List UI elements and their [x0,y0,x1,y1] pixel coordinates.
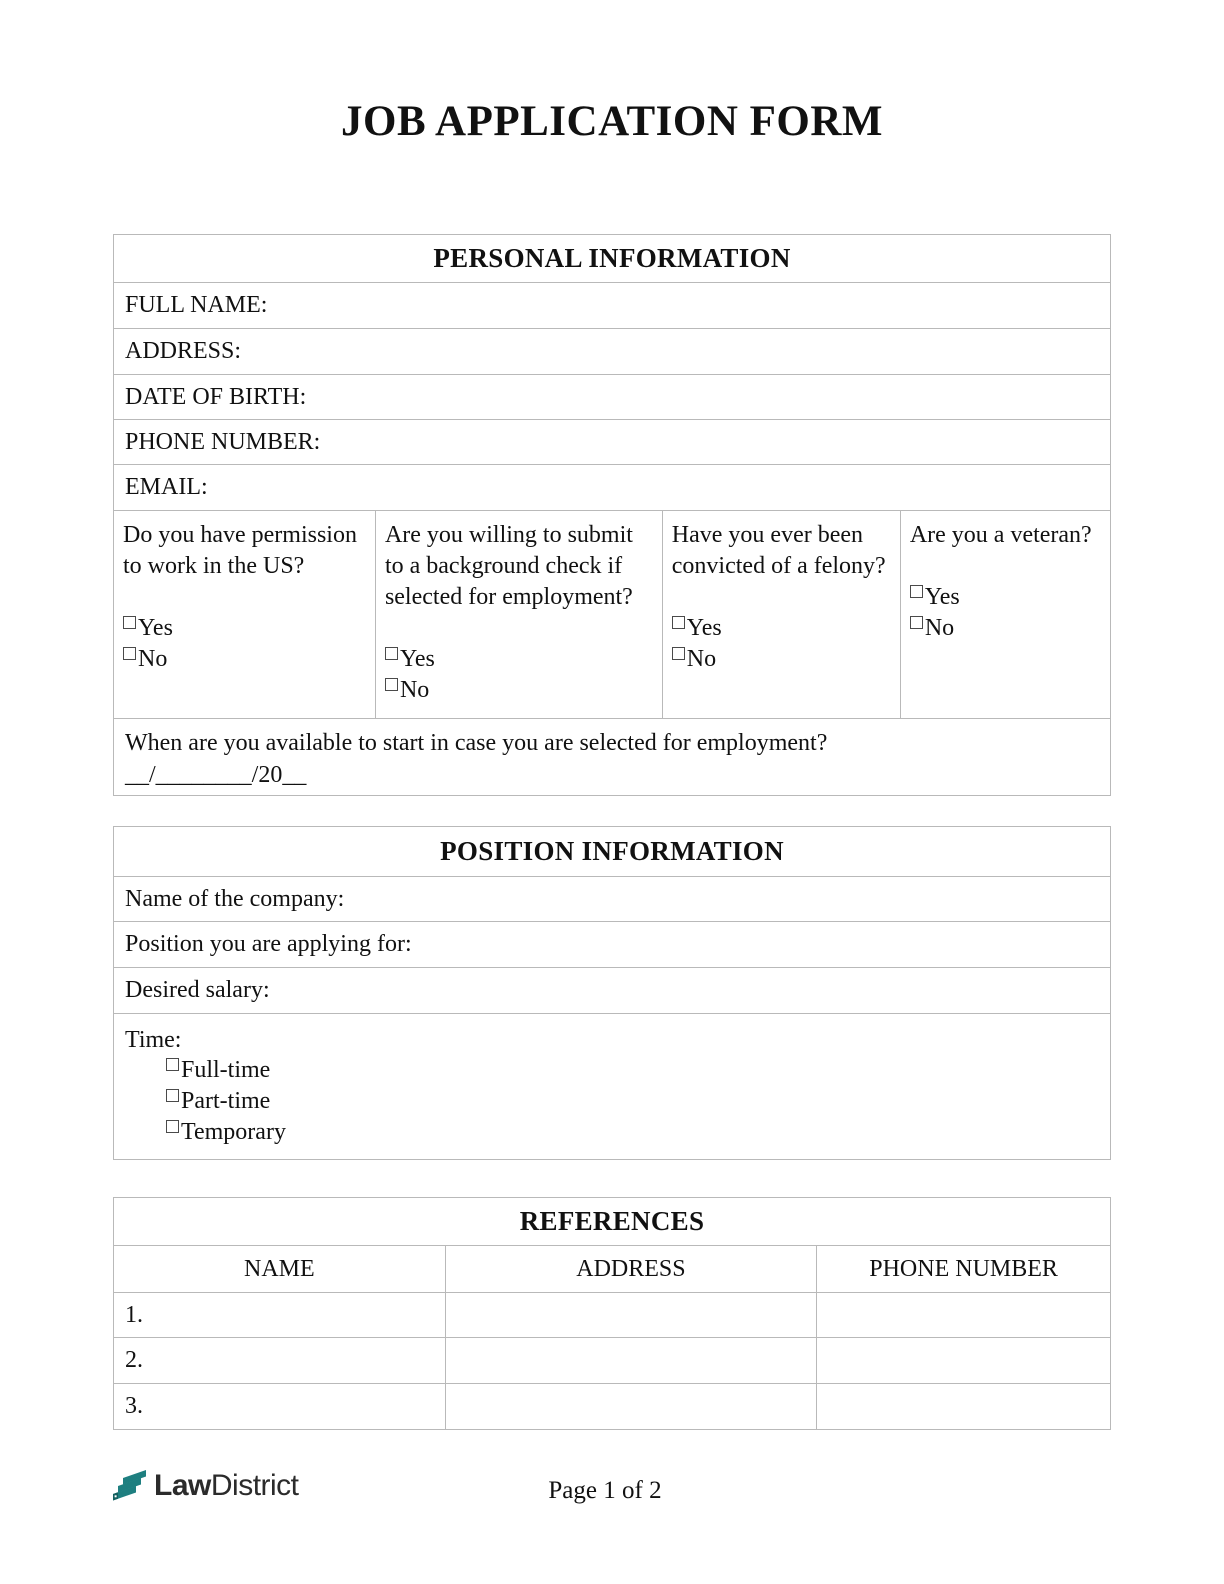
reference-row-2 [114,1337,1110,1383]
checkbox-icon[interactable] [166,1058,179,1071]
option-label: Full-time [181,1057,271,1084]
email-label: EMAIL: [125,474,208,501]
column-header-name: NAME [244,1255,315,1282]
eligibility-questions-row [114,510,1110,718]
question-text: Have you ever been convicted of a felony? [671,522,886,580]
date-of-birth-field[interactable] [114,374,1110,419]
availability-question: When are you available to start in case you are selected for employment? [125,730,828,757]
option-label: Temporary [181,1119,286,1146]
references-section [113,1197,1111,1430]
time-label: Time: [125,1027,182,1054]
reference-number: 3. [125,1393,143,1420]
email-field[interactable] [114,464,1110,510]
question-background-check [375,511,662,718]
position-section-header: POSITION INFORMATION [440,836,784,867]
reference-row-3 [114,1383,1110,1429]
desired-salary-field[interactable] [114,967,1110,1013]
brand-law: Law [154,1469,211,1502]
reference-phone-cell[interactable] [816,1293,1110,1337]
option-label: No [399,677,430,704]
checkbox-icon[interactable] [385,678,398,691]
column-header-address: ADDRESS [445,1246,817,1292]
desired-salary-label: Desired salary: [125,977,270,1004]
full-name-field[interactable] [114,282,1110,328]
reference-phone-cell[interactable] [816,1384,1110,1429]
position-applied-field[interactable] [114,921,1110,967]
reference-address-cell[interactable] [445,1384,817,1429]
availability-row[interactable] [114,718,1110,795]
date-of-birth-label: DATE OF BIRTH: [125,383,307,410]
checkbox-icon[interactable] [166,1089,179,1102]
personal-information-section [113,234,1111,796]
full-name-label: FULL NAME: [125,292,268,319]
phone-number-field[interactable] [114,419,1110,464]
address-label: ADDRESS: [125,338,242,365]
availability-date-line[interactable]: __/________/20__ [125,762,307,789]
phone-number-label: PHONE NUMBER: [125,428,321,455]
reference-row-1 [114,1292,1110,1337]
checkbox-icon[interactable] [385,647,398,660]
option-label: Yes [924,584,960,611]
reference-address-cell[interactable] [445,1338,817,1383]
checkbox-icon[interactable] [910,616,923,629]
page-number: Page 1 of 2 [548,1477,662,1504]
position-applied-label: Position you are applying for: [125,931,412,958]
reference-address-cell[interactable] [445,1293,817,1337]
question-veteran [900,511,1110,718]
references-column-headers [114,1245,1110,1292]
checkbox-icon[interactable] [672,616,685,629]
brand-district: District [210,1469,299,1502]
option-label: Part-time [181,1088,271,1115]
checkbox-icon[interactable] [166,1120,179,1133]
checkbox-icon[interactable] [123,647,136,660]
reference-phone-cell[interactable] [816,1338,1110,1383]
option-label: No [686,646,717,673]
company-name-field[interactable] [114,876,1110,921]
option-label: Yes [138,615,173,642]
question-felony [662,511,900,718]
question-work-permission [114,511,375,718]
personal-section-header: PERSONAL INFORMATION [433,243,791,274]
option-label: No [924,615,955,642]
question-text: Are you a veteran? [909,522,1092,549]
checkbox-icon[interactable] [910,585,923,598]
option-label: Yes [399,646,435,673]
reference-number: 2. [125,1347,143,1374]
time-row [114,1013,1110,1159]
company-name-label: Name of the company: [125,885,345,912]
address-field[interactable] [114,328,1110,374]
position-information-section [113,826,1111,1160]
checkbox-icon[interactable] [123,616,136,629]
option-label: No [138,646,168,673]
checkbox-icon[interactable] [672,647,685,660]
references-section-header: REFERENCES [519,1206,705,1237]
page-title: JOB APPLICATION FORM [341,98,883,145]
question-text: Do you have permission to work in the US? [123,522,357,580]
option-label: Yes [686,615,722,642]
reference-number: 1. [125,1301,143,1328]
column-header-phone: PHONE NUMBER [816,1246,1110,1292]
question-text: Are you willing to submit to a background check if selected for employment? [384,522,633,611]
